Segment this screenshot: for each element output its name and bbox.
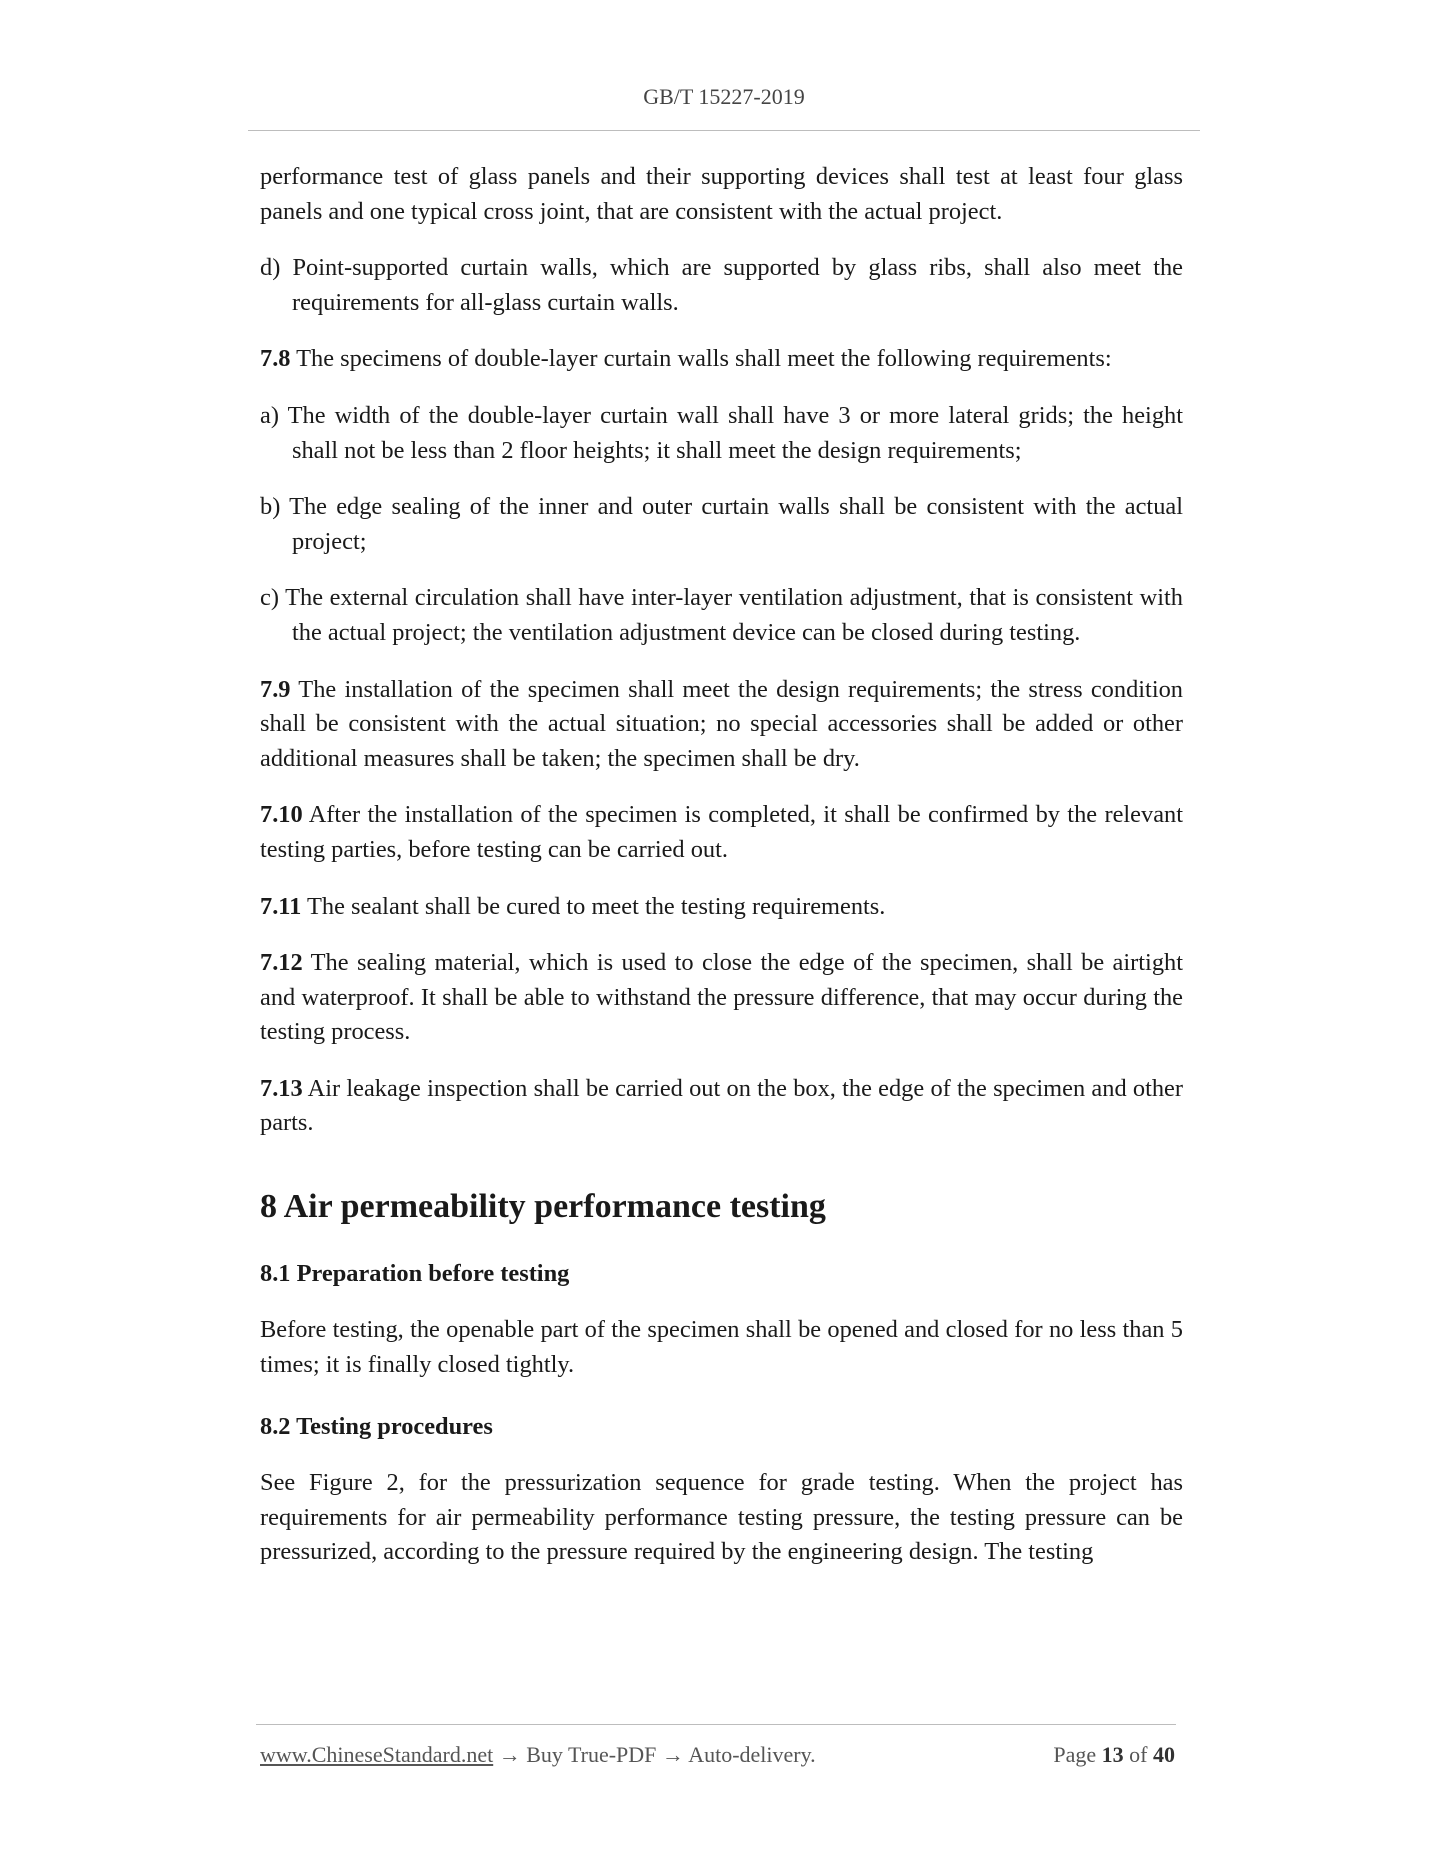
list-item-a: a) The width of the double-layer curtain wall shall have 3 or more lateral grids; the height shall not be less than 2 floor heights; it shall meet the design requirements; — [260, 401, 1183, 464]
footer-divider — [256, 1724, 1176, 1725]
page-total: 40 — [1153, 1742, 1175, 1767]
clause-number: 7.10 — [260, 801, 303, 829]
footer-promo-text: → Buy True-PDF → Auto-delivery. — [493, 1742, 816, 1767]
list-item-b: b) The edge sealing of the inner and outer curtain walls shall be consistent with the actual project; — [260, 493, 1183, 555]
clause-text: The installation of the specimen shall meet the design requirements; the stress condition shall be consistent with the actual situation; no special accessories shall be added or other additional measures shall be taken; the specimen shall be dry. — [260, 675, 1183, 772]
clause-number: 7.9 — [260, 675, 291, 703]
clause-7-10 — [260, 798, 1183, 867]
clause-7-11 — [260, 890, 1183, 925]
clause-text: The sealing material, which is used to close the edge of the specimen, shall be airtight and waterproof. It shall be able to withstand the pressure difference, that may occur during the testing process. — [260, 949, 1183, 1046]
paragraph-continuation: performance test of glass panels and their supporting devices shall test at least four glass panels and one typical cross joint, that are consistent with the actual project. — [260, 163, 1183, 225]
of-label: of — [1129, 1742, 1148, 1767]
page-header — [248, 84, 1200, 110]
footer-promo — [260, 1740, 816, 1770]
website-link[interactable]: www.ChineseStandard.net — [260, 1742, 494, 1767]
list-item-d: d) Point-supported curtain walls, which are supported by glass ribs, shall also meet the requirements for all-glass curtain walls. — [260, 254, 1183, 316]
paragraph-8-1: Before testing, the openable part of the specimen shall be opened and closed for no less than 5 times; it is finally closed tightly. — [260, 1316, 1183, 1378]
clause-text: The sealant shall be cured to meet the testing requirements. — [301, 892, 886, 920]
clause-number: 7.12 — [260, 949, 303, 977]
clause-text: The specimens of double-layer curtain walls shall meet the following requirements: — [290, 345, 1112, 373]
section-heading-8: 8 Air permeability performance testing — [260, 1188, 826, 1226]
list-item-c: c) The external circulation shall have inter-layer ventilation adjustment, that is consistent with the actual project; the ventilation adjustment device can be closed during testing. — [260, 584, 1183, 646]
header-divider — [248, 130, 1200, 131]
clause-7-9 — [260, 673, 1183, 777]
clause-text: Air leakage inspection shall be carried out on the box, the edge of the specimen and other parts. — [260, 1074, 1183, 1137]
clause-7-8 — [260, 342, 1183, 377]
page-number: 13 — [1101, 1742, 1124, 1767]
paragraph-8-2: See Figure 2, for the pressurization sequence for grade testing. When the project has requirements for air permeability performance testing pressure, the testing pressure can be pressurized, according to the pressure required by the engineering design. The testing — [260, 1469, 1183, 1566]
page-indicator — [1053, 1740, 1175, 1770]
subsection-heading-8-1: 8.1 Preparation before testing — [260, 1260, 570, 1288]
clause-7-12 — [260, 946, 1183, 1050]
page-label: Page — [1053, 1742, 1097, 1767]
clause-number: 7.11 — [260, 892, 302, 920]
document-body — [260, 160, 1183, 1570]
clause-number: 7.8 — [260, 345, 291, 373]
clause-number: 7.13 — [260, 1074, 303, 1102]
clause-7-13 — [260, 1072, 1183, 1141]
standard-number: GB/T 15227-2019 — [643, 84, 805, 109]
clause-text: After the installation of the specimen is completed, it shall be confirmed by the relevant testing parties, before testing can be carried out. — [260, 801, 1183, 863]
subsection-heading-8-2: 8.2 Testing procedures — [260, 1413, 493, 1441]
